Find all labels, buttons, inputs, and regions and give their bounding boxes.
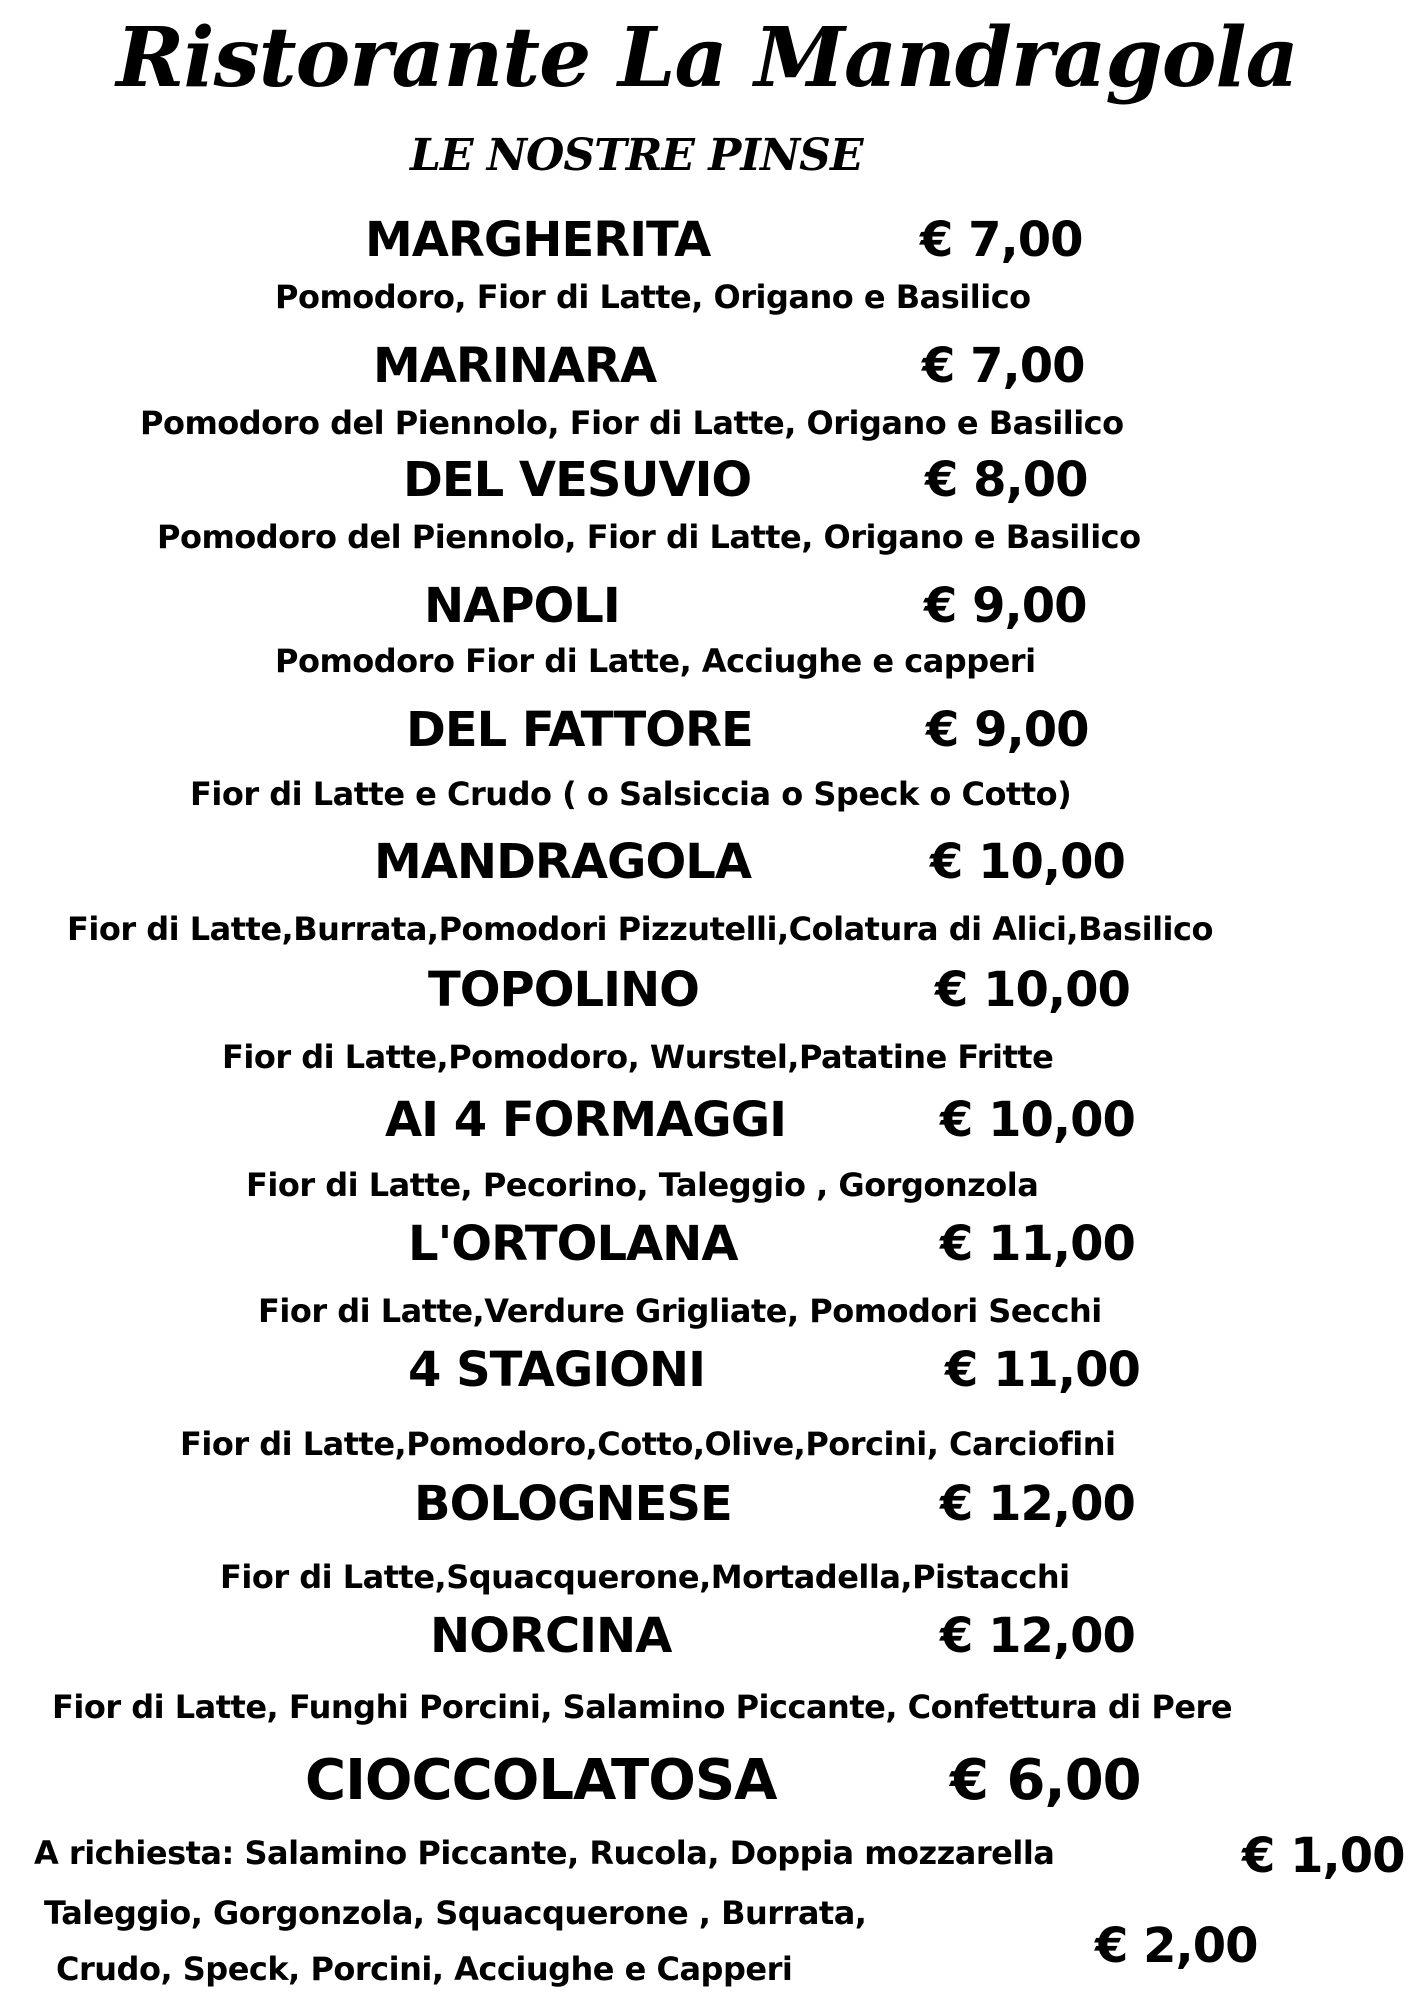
item-name-bolognese: BOLOGNESE <box>414 1476 732 1532</box>
item-price-napoli: € 9,00 <box>924 578 1087 634</box>
restaurant-title: Ristorante La Mandragola <box>116 10 1298 106</box>
item-price-mandragola: € 10,00 <box>930 834 1125 890</box>
item-price-cioccolatosa: € 6,00 <box>950 1748 1141 1813</box>
item-name-marinara: MARINARA <box>373 338 657 394</box>
item-name-mandragola: MANDRAGOLA <box>374 834 751 890</box>
item-price-del-vesuvio: € 8,00 <box>925 452 1088 508</box>
item-price-marinara: € 7,00 <box>922 338 1085 394</box>
item-name-ortolana: L'ORTOLANA <box>408 1216 738 1272</box>
item-name-ai-4-formaggi: AI 4 FORMAGGI <box>385 1092 786 1148</box>
item-price-bolognese: € 12,00 <box>940 1476 1135 1532</box>
item-desc-napoli: Pomodoro Fior di Latte, Acciughe e capperi <box>275 642 1036 680</box>
item-price-margherita: € 7,00 <box>920 212 1083 268</box>
item-name-napoli: NAPOLI <box>424 578 620 634</box>
item-price-4-stagioni: € 11,00 <box>945 1342 1140 1398</box>
extras-line-1: A richiesta: Salamino Piccante, Rucola, Doppia mozzarella <box>34 1834 1055 1872</box>
item-name-del-vesuvio: DEL VESUVIO <box>403 452 752 508</box>
menu-section-title: LE NOSTRE PINSE <box>410 130 863 181</box>
item-desc-4-stagioni: Fior di Latte,Pomodoro,Cotto,Olive,Porcini, Carciofini <box>180 1425 1116 1463</box>
item-desc-del-vesuvio: Pomodoro del Piennolo, Fior di Latte, Origano e Basilico <box>157 518 1141 556</box>
item-desc-margherita: Pomodoro, Fior di Latte, Origano e Basilico <box>275 278 1031 316</box>
item-name-4-stagioni: 4 STAGIONI <box>408 1342 705 1398</box>
item-name-del-fattore: DEL FATTORE <box>406 702 753 758</box>
extras-price-1: € 1,00 <box>1242 1828 1405 1884</box>
extras-line-2: Taleggio, Gorgonzola, Squacquerone , Burrata, <box>44 1894 867 1932</box>
item-desc-bolognese: Fior di Latte,Squacquerone,Mortadella,Pistacchi <box>220 1558 1070 1596</box>
item-desc-ortolana: Fior di Latte,Verdure Grigliate, Pomodori Secchi <box>258 1292 1102 1330</box>
item-name-norcina: NORCINA <box>430 1608 672 1664</box>
item-price-norcina: € 12,00 <box>940 1608 1135 1664</box>
item-price-topolino: € 10,00 <box>935 962 1130 1018</box>
item-desc-del-fattore: Fior di Latte e Crudo ( o Salsiccia o Speck o Cotto) <box>190 775 1072 813</box>
item-name-cioccolatosa: CIOCCOLATOSA <box>305 1748 777 1813</box>
extras-line-3: Crudo, Speck, Porcini, Acciughe e Capperi <box>56 1950 793 1988</box>
item-name-margherita: MARGHERITA <box>365 212 711 268</box>
item-price-ortolana: € 11,00 <box>940 1216 1135 1272</box>
item-price-ai-4-formaggi: € 10,00 <box>940 1092 1135 1148</box>
item-desc-ai-4-formaggi: Fior di Latte, Pecorino, Taleggio , Gorgonzola <box>246 1166 1039 1204</box>
item-price-del-fattore: € 9,00 <box>926 702 1089 758</box>
item-desc-topolino: Fior di Latte,Pomodoro, Wurstel,Patatine Fritte <box>222 1038 1054 1076</box>
item-name-topolino: TOPOLINO <box>428 962 699 1018</box>
item-desc-marinara: Pomodoro del Piennolo, Fior di Latte, Origano e Basilico <box>140 404 1124 442</box>
extras-price-2: € 2,00 <box>1095 1918 1258 1974</box>
item-desc-mandragola: Fior di Latte,Burrata,Pomodori Pizzutelli,Colatura di Alici,Basilico <box>67 910 1213 948</box>
item-desc-norcina: Fior di Latte, Funghi Porcini, Salamino Piccante, Confettura di Pere <box>52 1688 1233 1726</box>
